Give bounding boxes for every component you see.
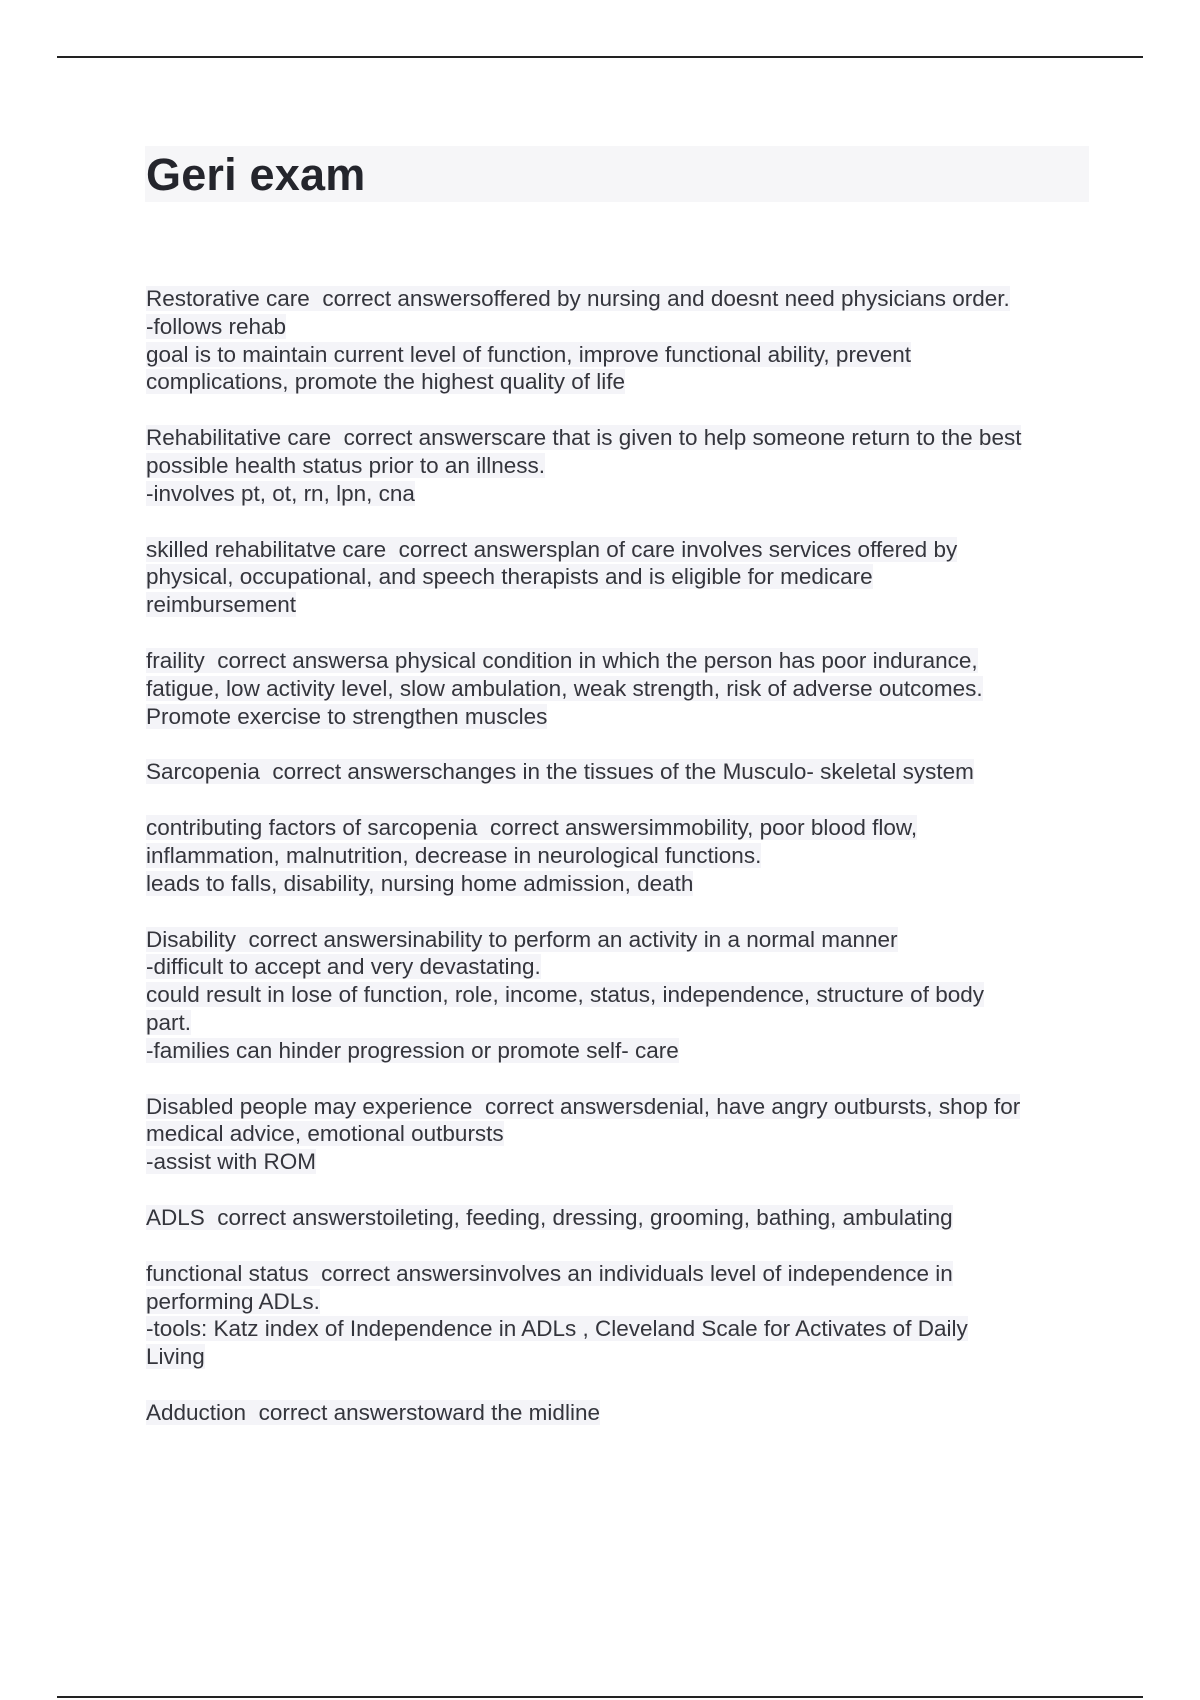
top-rule bbox=[57, 56, 1143, 58]
entry-line: part. bbox=[146, 1009, 192, 1035]
entry-line: Rehabilitative care correct answerscare that is given to help someone return to the best bbox=[146, 425, 1022, 451]
entry-skilled-rehabilitative-care bbox=[146, 536, 1092, 619]
entry-adduction bbox=[146, 1399, 1092, 1427]
entry-fraility bbox=[146, 647, 1092, 730]
entry-functional-status bbox=[146, 1260, 1092, 1371]
entry-line: -involves pt, ot, rn, lpn, cna bbox=[146, 480, 415, 506]
entry-line: could result in lose of function, role, income, status, independence, structure of body bbox=[146, 982, 984, 1008]
entry-line: -follows rehab bbox=[146, 313, 287, 339]
entry-line: Restorative care correct answersoffered by nursing and doesnt need physicians order. bbox=[146, 286, 1010, 311]
entry-line: skilled rehabilitatve care correct answersplan of care involves services offered by bbox=[146, 536, 958, 562]
entry-line: complications, promote the highest quality of life bbox=[146, 369, 626, 395]
entry-line: leads to falls, disability, nursing home admission, death bbox=[146, 870, 694, 896]
entry-contributing-factors bbox=[146, 814, 1092, 897]
entry-disabled-people bbox=[146, 1093, 1092, 1176]
entry-line: physical, occupational, and speech therapists and is eligible for medicare bbox=[146, 564, 873, 590]
entry-line: Disabled people may experience correct answersdenial, have angry outbursts, shop for bbox=[146, 1093, 1021, 1119]
entry-line: Disability correct answersinability to perform an activity in a normal manner bbox=[146, 926, 898, 952]
entry-line: functional status correct answersinvolves an individuals level of independence in bbox=[146, 1260, 953, 1286]
entry-line: -difficult to accept and very devastating. bbox=[146, 954, 541, 980]
page-title: Geri exam bbox=[146, 149, 366, 200]
entry-line: -assist with ROM bbox=[146, 1149, 317, 1175]
entry-line: goal is to maintain current level of function, improve functional ability, prevent bbox=[146, 341, 911, 367]
entry-line: contributing factors of sarcopenia correct answersimmobility, poor blood flow, bbox=[146, 815, 918, 841]
entry-adls bbox=[146, 1204, 1092, 1232]
entry-line: Sarcopenia correct answerschanges in the tissues of the Musculo- skeletal system bbox=[146, 759, 974, 785]
entry-line: -families can hinder progression or promote self- care bbox=[146, 1037, 679, 1063]
entry-line: Adduction correct answerstoward the midline bbox=[146, 1399, 600, 1425]
entry-line: performing ADLs. bbox=[146, 1288, 320, 1314]
entry-sarcopenia bbox=[146, 758, 1092, 786]
bottom-rule bbox=[57, 1696, 1143, 1698]
entry-line: medical advice, emotional outbursts bbox=[146, 1121, 504, 1147]
entry-line: fatigue, low activity level, slow ambulation, weak strength, risk of adverse outcomes. bbox=[146, 675, 983, 701]
entry-restorative-care bbox=[146, 285, 1092, 396]
entry-line: possible health status prior to an illness. bbox=[146, 452, 545, 478]
document-body bbox=[146, 285, 1092, 1455]
entry-line: fraility correct answersa physical condition in which the person has poor indurance, bbox=[146, 647, 978, 673]
entry-rehabilitative-care bbox=[146, 424, 1092, 507]
entry-disability bbox=[146, 926, 1092, 1065]
entry-line: reimbursement bbox=[146, 592, 297, 618]
entry-line: ADLS correct answerstoileting, feeding, dressing, grooming, bathing, ambulating bbox=[146, 1204, 953, 1230]
entry-line: Living bbox=[146, 1344, 205, 1370]
entry-line: -tools: Katz index of Independence in ADLs , Cleveland Scale for Activates of Daily bbox=[146, 1316, 968, 1342]
entry-line: Promote exercise to strengthen muscles bbox=[146, 703, 548, 729]
entry-line: inflammation, malnutrition, decrease in neurological functions. bbox=[146, 842, 762, 868]
